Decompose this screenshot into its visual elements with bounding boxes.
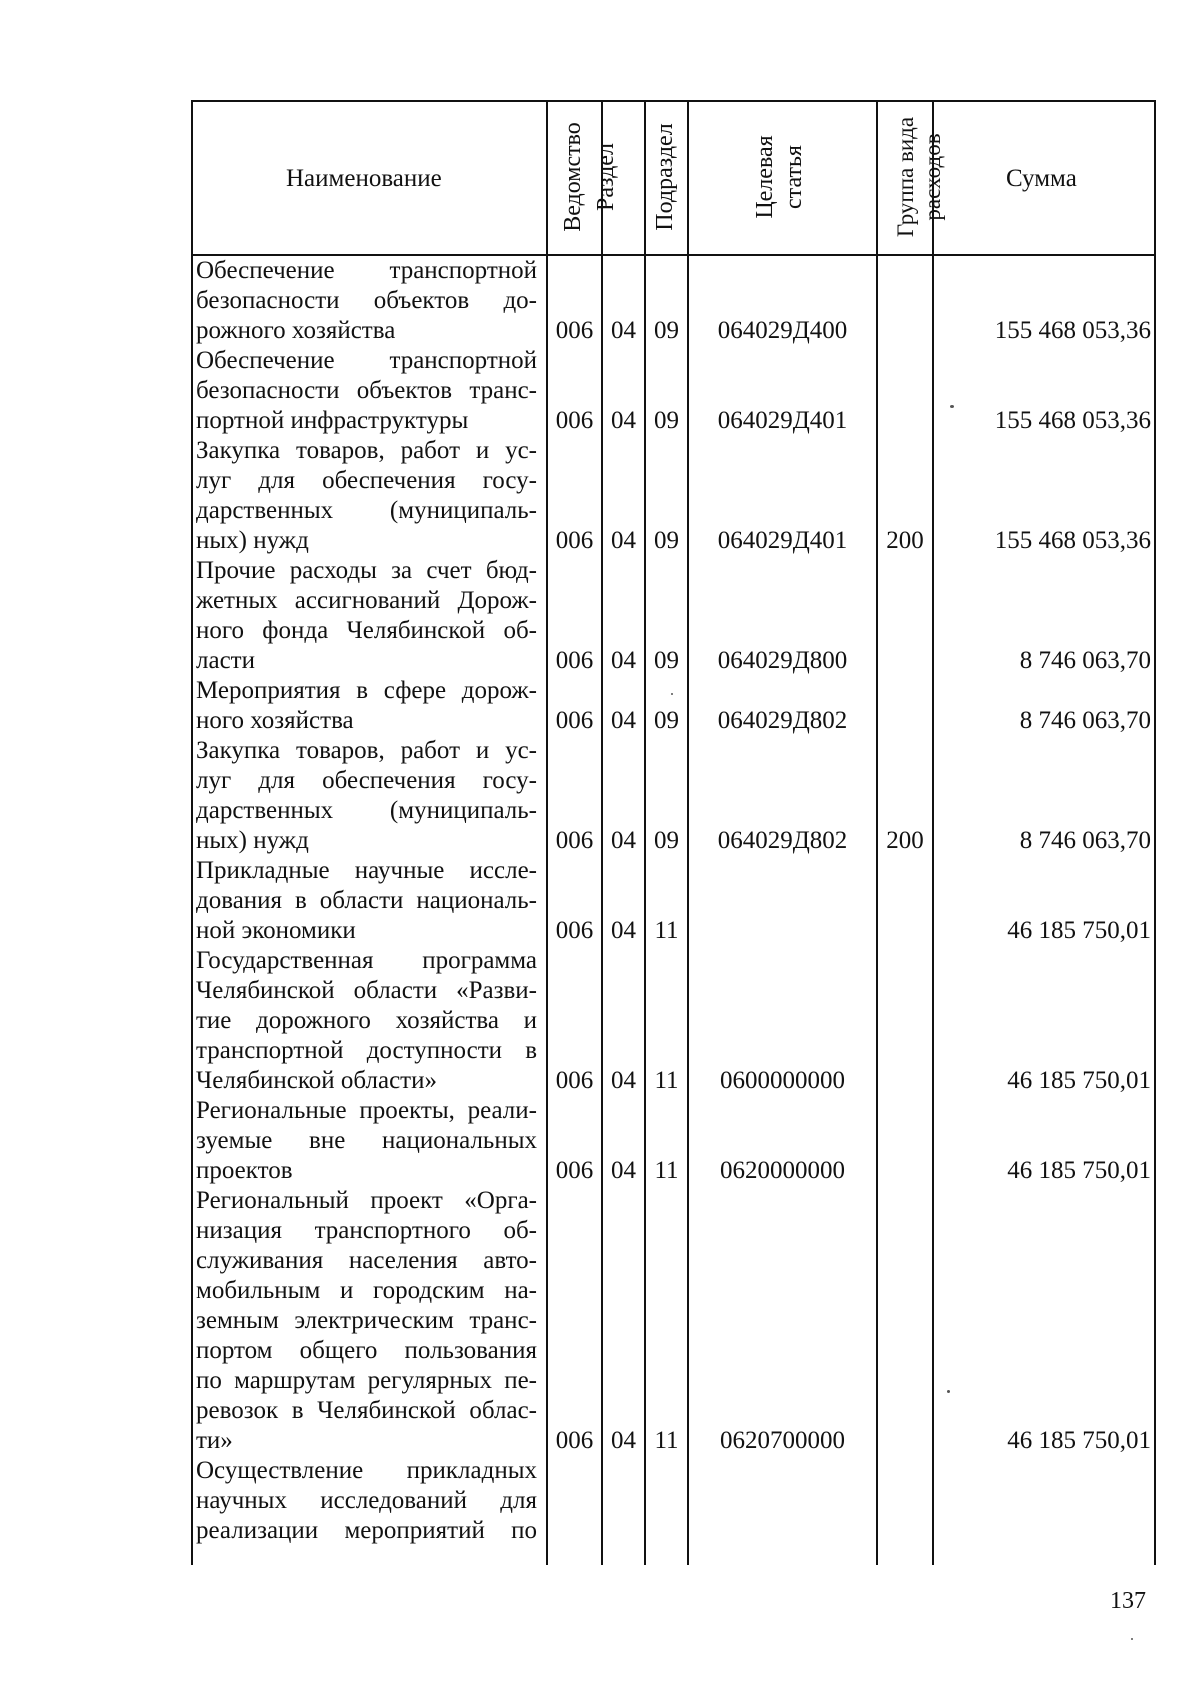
row-razdel: 04 <box>611 647 636 674</box>
row-tselevaya: 064029Д802 <box>717 827 848 854</box>
row-razdel: 04 <box>611 917 636 944</box>
row-name-line: Региональный проект «Орга- <box>196 1187 537 1214</box>
row-name-line: низация транспортного об- <box>196 1217 537 1244</box>
row-name-line: дарственных (муниципаль- <box>196 797 537 824</box>
row-name-line: зуемые вне национальных <box>196 1127 537 1154</box>
row-name-line: земным электрическим транс- <box>196 1307 537 1334</box>
row-podrazdel: 11 <box>654 917 679 944</box>
row-gruppa: 200 <box>886 527 924 554</box>
row-name-line: Государственная программа <box>196 947 537 974</box>
row-name-line: портом общего пользования <box>196 1337 537 1364</box>
header-vedomstvo: Ведомство <box>560 122 586 232</box>
table-left-border <box>191 100 193 1565</box>
row-name-line: проектов <box>196 1157 293 1184</box>
scan-speck <box>1131 1638 1133 1640</box>
row-razdel: 04 <box>611 1427 636 1454</box>
row-summa: 8 746 063,70 <box>1019 707 1151 734</box>
row-name-line: Закупка товаров, работ и ус- <box>196 437 537 464</box>
header-gruppa-line2: расходов <box>920 133 945 221</box>
row-vedomstvo: 006 <box>555 647 594 674</box>
row-podrazdel: 09 <box>654 407 679 434</box>
row-name-line: безопасности объектов до- <box>196 287 537 314</box>
row-name-line: Мероприятия в сфере дорож- <box>196 677 537 704</box>
row-podrazdel: 11 <box>654 1427 679 1454</box>
row-name-line: рожного хозяйства <box>196 317 396 344</box>
header-tselevaya <box>751 117 809 237</box>
row-tselevaya: 064029Д802 <box>717 707 848 734</box>
row-razdel: 04 <box>611 407 636 434</box>
table-right-border <box>1154 100 1156 1565</box>
row-gruppa: 200 <box>886 827 924 854</box>
row-name-line: Региональные проекты, реали- <box>196 1097 537 1124</box>
row-tselevaya: 064029Д401 <box>717 407 848 434</box>
row-podrazdel: 11 <box>654 1157 679 1184</box>
header-name: Наименование <box>286 165 442 192</box>
row-vedomstvo: 006 <box>555 917 594 944</box>
row-name-line: Закупка товаров, работ и ус- <box>196 737 537 764</box>
row-tselevaya: 064029Д401 <box>717 527 848 554</box>
row-name-line: луг для обеспечения госу- <box>196 767 537 794</box>
row-name-line: мобильным и городским на- <box>196 1277 537 1304</box>
header-tselevaya-line1: Целевая <box>752 135 778 219</box>
table-top-border <box>191 100 1156 102</box>
row-podrazdel: 09 <box>654 707 679 734</box>
row-vedomstvo: 006 <box>555 1157 594 1184</box>
row-name-line: ных) нужд <box>196 827 309 854</box>
row-name-line: ных) нужд <box>196 527 309 554</box>
row-name-line: реализации мероприятий по <box>196 1517 537 1544</box>
column-divider-gruppa <box>932 100 934 1565</box>
row-name-line: Челябинской области «Разви- <box>196 977 537 1004</box>
row-name-line: ти» <box>196 1427 233 1454</box>
row-razdel: 04 <box>611 827 636 854</box>
row-vedomstvo: 006 <box>555 707 594 734</box>
row-summa: 46 185 750,01 <box>1007 1067 1151 1094</box>
row-vedomstvo: 006 <box>555 1427 594 1454</box>
scan-speck <box>671 693 673 695</box>
row-podrazdel: 09 <box>654 317 679 344</box>
row-name-line: Челябинской области» <box>196 1067 437 1094</box>
row-vedomstvo: 006 <box>555 317 594 344</box>
row-name-line: Осуществление прикладных <box>196 1457 537 1484</box>
row-razdel: 04 <box>611 1067 636 1094</box>
row-name-line: ного хозяйства <box>196 707 354 734</box>
row-name-line: Прикладные научные иссле- <box>196 857 537 884</box>
row-tselevaya: 0620000000 <box>720 1157 845 1184</box>
row-podrazdel: 11 <box>654 1067 679 1094</box>
row-vedomstvo: 006 <box>555 1067 594 1094</box>
row-razdel: 04 <box>611 317 636 344</box>
row-name-line: ревозок в Челябинской облас- <box>196 1397 537 1424</box>
row-summa: 46 185 750,01 <box>1007 1157 1151 1184</box>
row-tselevaya: 0600000000 <box>720 1067 845 1094</box>
row-razdel: 04 <box>611 527 636 554</box>
row-name-line: дования в области националь- <box>196 887 537 914</box>
row-name-line: безопасности объектов транс- <box>196 377 537 404</box>
row-vedomstvo: 006 <box>555 527 594 554</box>
row-name-line: Обеспечение транспортной <box>196 347 537 374</box>
row-tselevaya: 064029Д800 <box>717 647 848 674</box>
row-summa: 155 468 053,36 <box>994 527 1151 554</box>
row-name-line: по маршрутам регулярных пе- <box>196 1367 537 1394</box>
row-summa: 46 185 750,01 <box>1007 1427 1151 1454</box>
row-name-line: служивания населения авто- <box>196 1247 537 1274</box>
row-name-line: ного фонда Челябинской об- <box>196 617 537 644</box>
header-summa: Сумма <box>1006 165 1077 192</box>
row-summa: 46 185 750,01 <box>1007 917 1151 944</box>
row-name-line: транспортной доступности в <box>196 1037 537 1064</box>
scan-speck <box>947 1390 950 1393</box>
scan-speck <box>950 405 954 408</box>
row-name-line: Прочие расходы за счет бюд- <box>196 557 537 584</box>
row-razdel: 04 <box>611 1157 636 1184</box>
page-number: 137 <box>1110 1588 1146 1614</box>
header-gruppa <box>892 102 946 252</box>
row-name-line: луг для обеспечения госу- <box>196 467 537 494</box>
row-vedomstvo: 006 <box>555 827 594 854</box>
row-tselevaya: 064029Д400 <box>717 317 848 344</box>
row-podrazdel: 09 <box>654 527 679 554</box>
row-tselevaya: 0620700000 <box>720 1427 845 1454</box>
row-name-line: тие дорожного хозяйства и <box>196 1007 537 1034</box>
header-gruppa-line1: Группа вида <box>893 116 918 238</box>
header-tselevaya-line2: статья <box>781 145 807 209</box>
row-name-line: дарственных (муниципаль- <box>196 497 537 524</box>
row-summa: 8 746 063,70 <box>1019 827 1151 854</box>
row-podrazdel: 09 <box>654 827 679 854</box>
row-name-line: жетных ассигнований Дорож- <box>196 587 537 614</box>
header-podrazdel: Подраздел <box>652 123 678 231</box>
row-summa: 155 468 053,36 <box>994 407 1151 434</box>
header-razdel: Раздел <box>593 143 619 211</box>
row-razdel: 04 <box>611 707 636 734</box>
row-podrazdel: 09 <box>654 647 679 674</box>
row-vedomstvo: 006 <box>555 407 594 434</box>
row-name-line: научных исследований для <box>196 1487 537 1514</box>
row-name-line: ласти <box>196 647 255 674</box>
row-summa: 155 468 053,36 <box>994 317 1151 344</box>
row-name-line: Обеспечение транспортной <box>196 257 537 284</box>
row-name-line: ной экономики <box>196 917 356 944</box>
row-summa: 8 746 063,70 <box>1019 647 1151 674</box>
row-name-line: портной инфраструктуры <box>196 407 469 434</box>
